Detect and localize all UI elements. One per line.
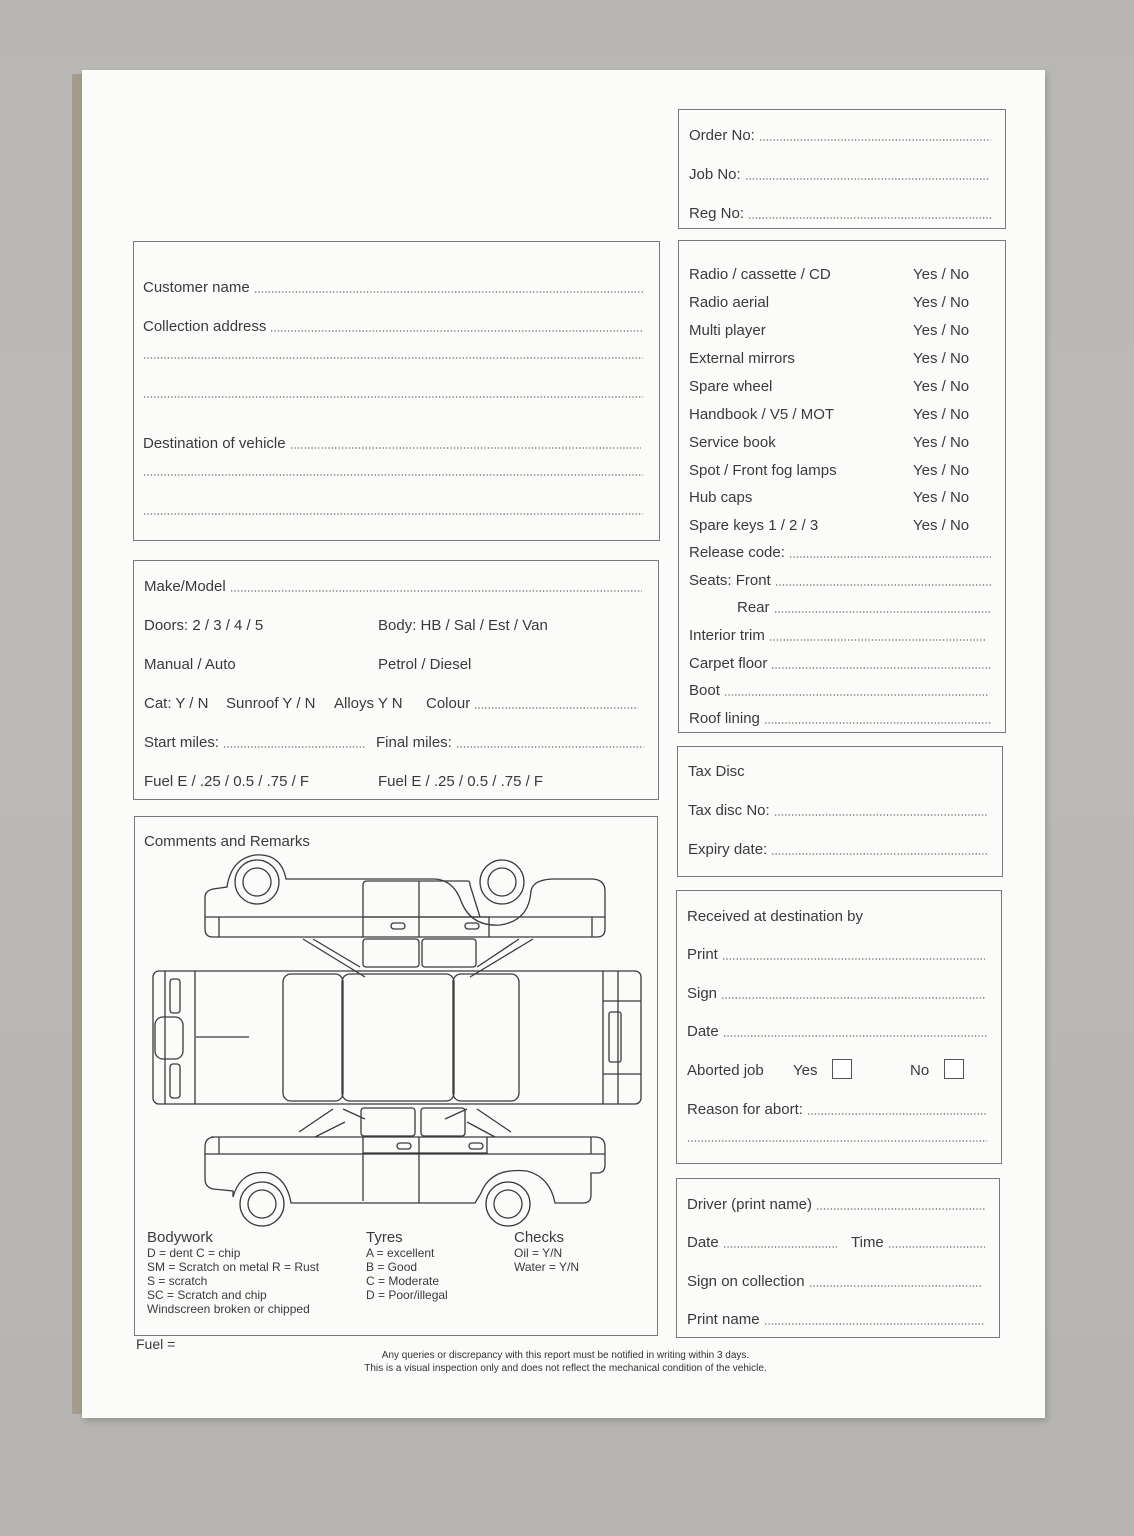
car-top-view [153,971,641,1104]
colour-field[interactable] [426,695,638,713]
checklist-item[interactable]: Spot / Front fog lamps [689,462,837,479]
vehicle-details-box [133,560,659,800]
received-print-field[interactable]: Print [687,946,985,964]
expiry-date-field[interactable]: Expiry date: [688,841,988,859]
fuel-final-options[interactable]: Fuel E / .25 / 0.5 / .75 / F [378,773,544,790]
make-model-label: Make/Model [144,578,226,595]
checks-legend: Checks Oil = Y/N Water = Y/N [514,1229,580,1274]
print-name-field[interactable]: Print name [687,1311,985,1329]
cat-options[interactable]: Cat: Y / N [144,695,209,712]
received-title: Received at destination by [687,908,863,925]
roof-lining-field[interactable]: Roof lining [689,710,991,728]
order-no-label: Order No: [689,127,755,144]
fuel-start-options[interactable]: Fuel E / .25 / 0.5 / .75 / F [144,773,310,790]
driver-date-field[interactable]: Date [687,1234,837,1252]
tax-disc-no-field[interactable]: Tax disc No: [688,802,988,820]
sunroof-options[interactable]: Sunroof Y / N [226,695,316,712]
customer-details-box [133,241,660,541]
yes-no-toggle[interactable]: Yes / No [913,322,970,339]
yes-no-toggle[interactable]: Yes / No [913,406,970,423]
driver-time-field[interactable]: Time [851,1234,985,1252]
yes-no-toggle[interactable]: Yes / No [913,266,970,283]
footer-note-1: Any queries or discrepancy with this report must be notified in writing within 3 days. [381,1350,750,1361]
checklist-item[interactable]: Radio aerial [689,294,770,311]
checklist-item[interactable]: Service book [689,434,776,451]
comments-remarks-box [134,816,658,1336]
final-miles-field[interactable] [376,734,644,752]
yes-no-toggle[interactable]: Yes / No [913,294,970,311]
checklist-item[interactable]: Spare keys 1 / 2 / 3 [689,517,819,534]
tyres-legend: Tyres A = excellent B = Good C = Moderate D = Poor/illegal [366,1229,448,1302]
yes-no-toggle[interactable]: Yes / No [913,350,970,367]
boot-field[interactable]: Boot [689,682,989,700]
checklist-item[interactable]: Multi player [689,322,766,339]
driver-print-name-field[interactable]: Driver (print name) [687,1196,985,1214]
start-miles-field[interactable] [144,734,366,752]
start-miles-label: Start miles: [144,734,220,751]
destination-line-3[interactable] [143,513,643,519]
job-no-field[interactable] [689,166,989,184]
tax-disc-box [677,746,1003,877]
reason-for-abort-line-2[interactable] [687,1140,987,1146]
destination-field[interactable] [143,435,641,453]
received-sign-field[interactable]: Sign [687,985,985,1003]
vehicle-damage-diagram[interactable] [135,817,659,1237]
release-code-field[interactable]: Release code: [689,544,991,562]
make-model-field[interactable] [144,578,642,596]
yes-no-toggle[interactable]: Yes / No [913,489,970,506]
equipment-checklist-box [678,240,1006,733]
aborted-no-option[interactable]: No [910,1062,930,1079]
checklist-item[interactable]: Handbook / V5 / MOT [689,406,835,423]
reference-numbers-box [678,109,1006,229]
doors-options[interactable]: Doors: 2 / 3 / 4 / 5 [144,617,264,634]
job-no-label: Job No: [689,166,741,183]
customer-name-field[interactable] [143,279,643,297]
customer-name-label: Customer name [143,279,250,296]
tax-disc-title: Tax Disc [688,763,745,780]
body-options[interactable]: Body: HB / Sal / Est / Van [378,617,548,634]
aborted-no-checkbox[interactable] [944,1059,964,1079]
seats-rear-field[interactable]: Rear [737,599,991,617]
reg-no-field[interactable] [689,205,993,223]
comments-title: Comments and Remarks [144,833,310,850]
yes-no-toggle[interactable]: Yes / No [913,462,970,479]
fuel-type-options[interactable]: Petrol / Diesel [378,656,472,673]
carpet-floor-field[interactable]: Carpet floor [689,655,991,673]
driver-collection-box [676,1178,1000,1338]
collection-address-line-3[interactable] [143,396,643,402]
car-side-view-upper [205,855,605,977]
aborted-yes-checkbox[interactable] [832,1059,852,1079]
checklist-item[interactable]: Spare wheel [689,378,773,395]
collection-address-label: Collection address [143,318,267,335]
yes-no-toggle[interactable]: Yes / No [913,378,970,395]
yes-no-toggle[interactable]: Yes / No [913,517,970,534]
received-date-field[interactable]: Date [687,1023,987,1041]
destination-label: Destination of vehicle [143,435,286,452]
interior-trim-field[interactable]: Interior trim [689,627,987,645]
bodywork-legend: Bodywork D = dent C = chip SM = Scratch on metal R = Rust S = scratch SC = Scratch and chip Windscreen broken or chipped [147,1229,320,1316]
collection-address-field[interactable] [143,318,643,336]
seats-front-field[interactable]: Seats: Front [689,572,991,590]
aborted-yes-option[interactable]: Yes [793,1062,818,1079]
reg-no-label: Reg No: [689,205,745,222]
checklist-item[interactable]: External mirrors [689,350,795,367]
footer-note-2: This is a visual inspection only and does not reflect the mechanical condition of the vehicle. [364,1363,767,1374]
collection-address-line-2[interactable] [143,357,643,363]
vehicle-inspection-form [82,70,1045,1418]
received-at-destination-box [676,890,1002,1164]
checklist-item[interactable]: Hub caps [689,489,753,506]
sign-on-collection-field[interactable]: Sign on collection [687,1273,983,1291]
order-no-field[interactable] [689,127,991,145]
car-side-view-lower [205,1108,605,1226]
transmission-options[interactable]: Manual / Auto [144,656,236,673]
reason-for-abort-field[interactable]: Reason for abort: [687,1101,987,1119]
fuel-field[interactable]: Fuel = [136,1336,176,1352]
colour-label: Colour [426,695,471,712]
yes-no-toggle[interactable]: Yes / No [913,434,970,451]
destination-line-2[interactable] [143,474,643,480]
alloys-options[interactable]: Alloys Y N [334,695,403,712]
final-miles-label: Final miles: [376,734,452,751]
checklist-item[interactable]: Radio / cassette / CD [689,266,831,283]
aborted-job-label: Aborted job [687,1062,764,1079]
